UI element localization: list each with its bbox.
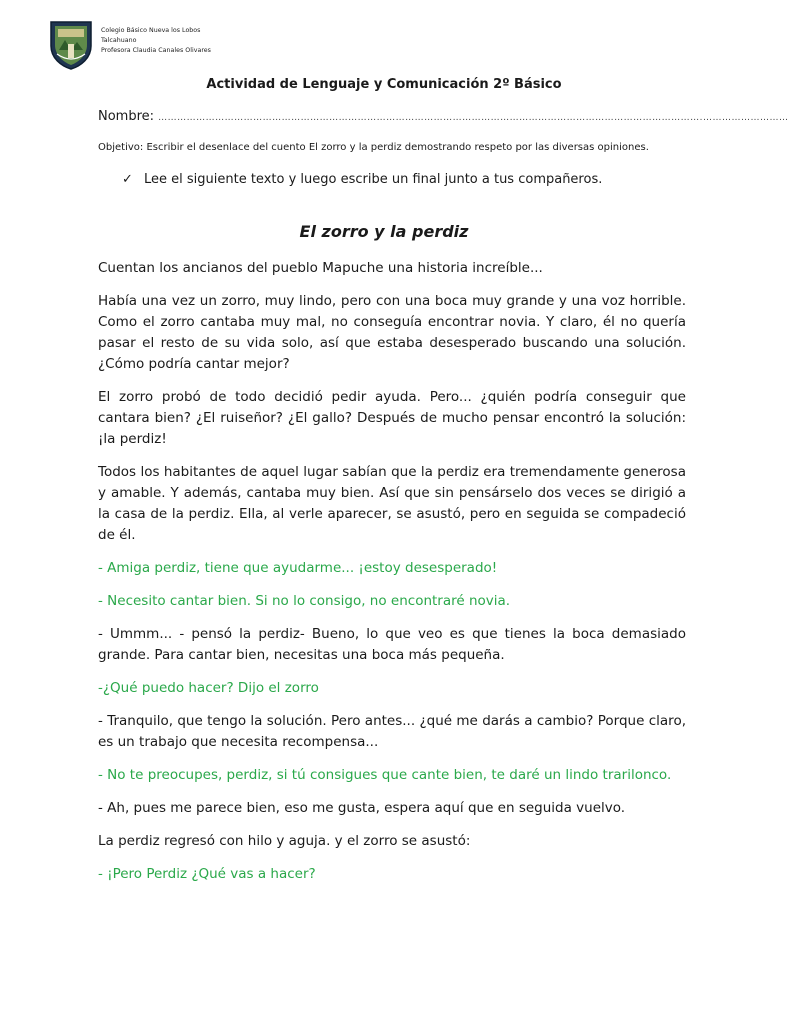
school-name: Colegio Básico Nueva los Lobos bbox=[101, 27, 201, 34]
fox-dialogue-line: -¿Qué puedo hacer? Dijo el zorro bbox=[98, 680, 319, 696]
instruction-text: Lee el siguiente texto y luego escribe un final junto a tus compañeros. bbox=[144, 172, 603, 187]
name-field[interactable] bbox=[98, 109, 789, 124]
page-title: Actividad de Lenguaje y Comunicación 2º Básico bbox=[206, 77, 562, 92]
school-header bbox=[49, 20, 211, 70]
story-paragraph: Cuentan los ancianos del pueblo Mapuche una historia increíble... bbox=[98, 260, 543, 276]
story-title: El zorro y la perdiz bbox=[299, 222, 469, 241]
story-body bbox=[98, 258, 686, 897]
objective-label: Objetivo: bbox=[98, 142, 144, 153]
story-paragraph: Había una vez un zorro, muy lindo, pero con una boca muy grande y una voz horrible. Como el zorro cantaba muy mal, no conseguía encontrar novia. Y claro, él no quería pasar el resto de su vida solo, así que estaba desesperado buscando una solución. ¿Cómo podría cantar mejor? bbox=[98, 293, 686, 372]
objective-text: Escribir el desenlace del cuento El zorro y la perdiz demostrando respeto por las diversas opiniones. bbox=[146, 142, 649, 153]
story-paragraph: - Ah, pues me parece bien, eso me gusta, espera aquí que en seguida vuelvo. bbox=[98, 800, 626, 816]
school-crest-icon bbox=[49, 20, 93, 70]
story-paragraph: La perdiz regresó con hilo y aguja. y el zorro se asustó: bbox=[98, 833, 471, 849]
school-info bbox=[101, 20, 211, 56]
name-label: Nombre: bbox=[98, 109, 155, 124]
instruction bbox=[122, 172, 602, 187]
fox-dialogue-line: - No te preocupes, perdiz, si tú consigues que cante bien, te daré un lindo trarilonco. bbox=[98, 767, 672, 783]
fox-dialogue-line: - Amiga perdiz, tiene que ayudarme... ¡estoy desesperado! bbox=[98, 560, 498, 576]
story-paragraph: - Tranquilo, que tengo la solución. Pero antes... ¿qué me darás a cambio? Porque claro, es un trabajo que necesita recompensa... bbox=[98, 713, 686, 750]
story-paragraph: Todos los habitantes de aquel lugar sabían que la perdiz era tremendamente generosa y amable. Y además, cantaba muy bien. Así que sin pensárselo dos veces se dirigió a la casa de la perdiz. Ella, al verle aparecer, se asustó, pero en seguida se compadeció de él. bbox=[98, 464, 686, 543]
fox-dialogue-line: - Necesito cantar bien. Si no lo consigo, no encontraré novia. bbox=[98, 593, 511, 609]
objective bbox=[98, 142, 698, 153]
teacher-name: Profesora Claudia Canales Olivares bbox=[101, 47, 211, 54]
story-paragraph: El zorro probó de todo decidió pedir ayuda. Pero... ¿quién podría conseguir que cantara bien? ¿El ruiseñor? ¿El gallo? Después de mucho pensar encontró la solución: ¡la perdiz! bbox=[98, 389, 686, 447]
name-blank-line[interactable]: ……………………………………………………………………………………………………………………………………………………….……………………… bbox=[158, 113, 789, 123]
checkmark-icon: ✓ bbox=[122, 172, 133, 187]
school-city: Talcahuano bbox=[101, 37, 137, 44]
fox-dialogue-line: - ¡Pero Perdiz ¿Qué vas a hacer? bbox=[98, 866, 316, 882]
story-paragraph: - Ummm... - pensó la perdiz- Bueno, lo que veo es que tienes la boca demasiado grande. Para cantar bien, necesitas una boca más pequeña. bbox=[98, 626, 686, 663]
